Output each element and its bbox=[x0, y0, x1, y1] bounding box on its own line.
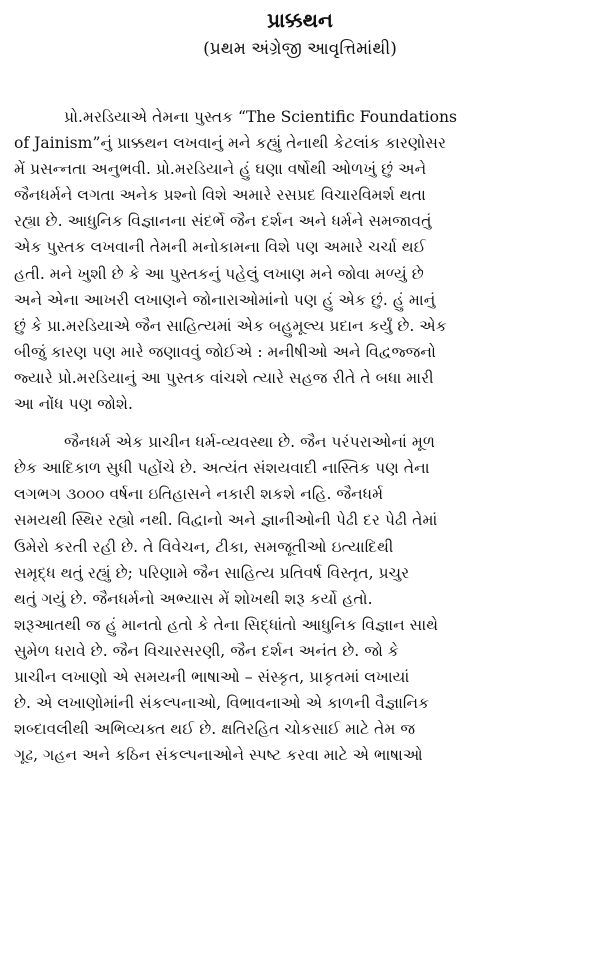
paragraph-line: એક પુસ્તક લખવાની તેમની મનોકામના વિશે પણ અમારે ચર્ચા થઈ bbox=[14, 238, 426, 257]
paragraph-line: બીજું કારણ પણ મારે જણાવવું જોઈએ : મનીષીઓ અને વિદ્વજ્જનો bbox=[14, 342, 436, 361]
paragraph-line: છું કે પ્રા.મરડિયાએ જૈન સાહિત્યમાં એક બહુમૂલ્ય પ્રદાન કર્યું છે. એક bbox=[14, 316, 447, 335]
paragraph-line: પ્રાચીન લખાણો એ સમયની ભાષાઓ – સંસ્કૃત, પ્રાકૃતમાં લખાયાં bbox=[14, 667, 410, 686]
paragraph-line: હતી. મને ખુશી છે કે આ પુસ્તકનું પહેલું લખાણ મને જોવા મળ્યું છે bbox=[14, 264, 424, 283]
paragraph-line: of Jainism”નું પ્રાક્કથન લખવાનું મને કહ્યું તેનાથી કેટલાંક કારણોસર bbox=[14, 134, 447, 153]
paragraph-line: શબ્દાવલીથી અભિવ્યક્ત થઈ છે. ક્ષતિરહિત ચોકસાઈ માટે તેમ જ bbox=[14, 720, 416, 739]
page-subtitle: (પ્રથમ અંગ્રેજી આવૃત્તિમાંથી) bbox=[203, 39, 397, 59]
paragraph-line: થતું ગયું છે. જૈનધર્મનો અભ્યાસ મેં શોખથી શરૂ કર્યો હતો. bbox=[14, 589, 373, 608]
page-title: પ્રાક્કથન bbox=[267, 8, 333, 32]
paragraph-line: છેક આદિકાળ સુધી પહોંચે છે. અત્યંત સંશયવાદી નાસ્તિક પણ તેના bbox=[14, 459, 430, 478]
body-paragraph-2 bbox=[14, 429, 586, 768]
paragraph-line: આ નોંધ પણ જોશે. bbox=[14, 395, 133, 414]
paragraph-line: ગૂઢ, ગહન અને કઠિન સંકલ્પનાઓને સ્પષ્ટ કરવા માટે એ ભાષાઓ bbox=[14, 746, 423, 765]
paragraph-line: પ્રો.મરડિયાએ તેમના પુસ્તક “The Scientific Foundations bbox=[64, 108, 458, 126]
paragraph-line: અને એના આખરી લખાણને જોનારાઓમાંનો પણ હું એક છું. હું માનું bbox=[14, 290, 436, 309]
paragraph-line: જ્યારે પ્રો.મરડિયાનું આ પુસ્તક વાંચશે ત્યારે સહજ રીતે તે બધા મારી bbox=[14, 368, 434, 387]
paragraph-line: છે. એ લખાણોમાંની સંકલ્પનાઓ, વિભાવનાઓ એ કાળની વૈજ્ઞાનિક bbox=[14, 694, 430, 713]
paragraph-line: જૈનધર્મ એક પ્રાચીન ધર્મ-વ્યવસ્થા છે. જૈન પરંપરાઓનાં મૂળ bbox=[64, 433, 436, 452]
paragraph-line: મેં પ્રસન્નતા અનુભવી. પ્રો.મરડિયાને હું ઘણા વર્ષોથી ઓળખું છું અને bbox=[14, 160, 427, 179]
paragraph-line: શરૂઆતથી જ હું માનતો હતો કે તેના સિદ્ધાંતો આધુનિક વિજ્ઞાન સાથે bbox=[14, 615, 439, 634]
body-paragraph-1 bbox=[14, 104, 586, 417]
paragraph-line: સમૃદ્ધ થતું રહ્યું છે; પરિણામે જૈન સાહિત્ય પ્રતિવર્ષ વિસ્તૃત, પ્રચુર bbox=[14, 563, 410, 582]
paragraph-line: ઉમેરો કરતી રહી છે. તે વિવેચન, ટીકા, સમજૂતીઓ ઇત્યાદિથી bbox=[14, 537, 394, 556]
paragraph-line: રહ્યા છે. આધુનિક વિજ્ઞાનના સંદર્ભે જૈન દર્શન અને ધર્મને સમજાવતું bbox=[14, 212, 432, 231]
paragraph-line: સુમેળ ધરાવે છે. જૈન વિચારસરણી, જૈન દર્શન અનંત છે. જો કે bbox=[14, 641, 399, 660]
paragraph-line: જૈનધર્મને લગતા અનેક પ્રશ્નો વિશે અમારે રસપ્રદ વિચારવિમર્શ થતા bbox=[14, 186, 426, 205]
paragraph-line: લગભગ ૩૦૦૦ વર્ષના ઇતિહાસને નકારી શકશે નહિ. જૈનધર્મ bbox=[14, 485, 384, 504]
paragraph-line: સમયથી સ્થિર રહ્યો નથી. વિદ્વાનો અને જ્ઞાનીઓની પેઢી દર પેઢી તેમાં bbox=[14, 511, 438, 530]
